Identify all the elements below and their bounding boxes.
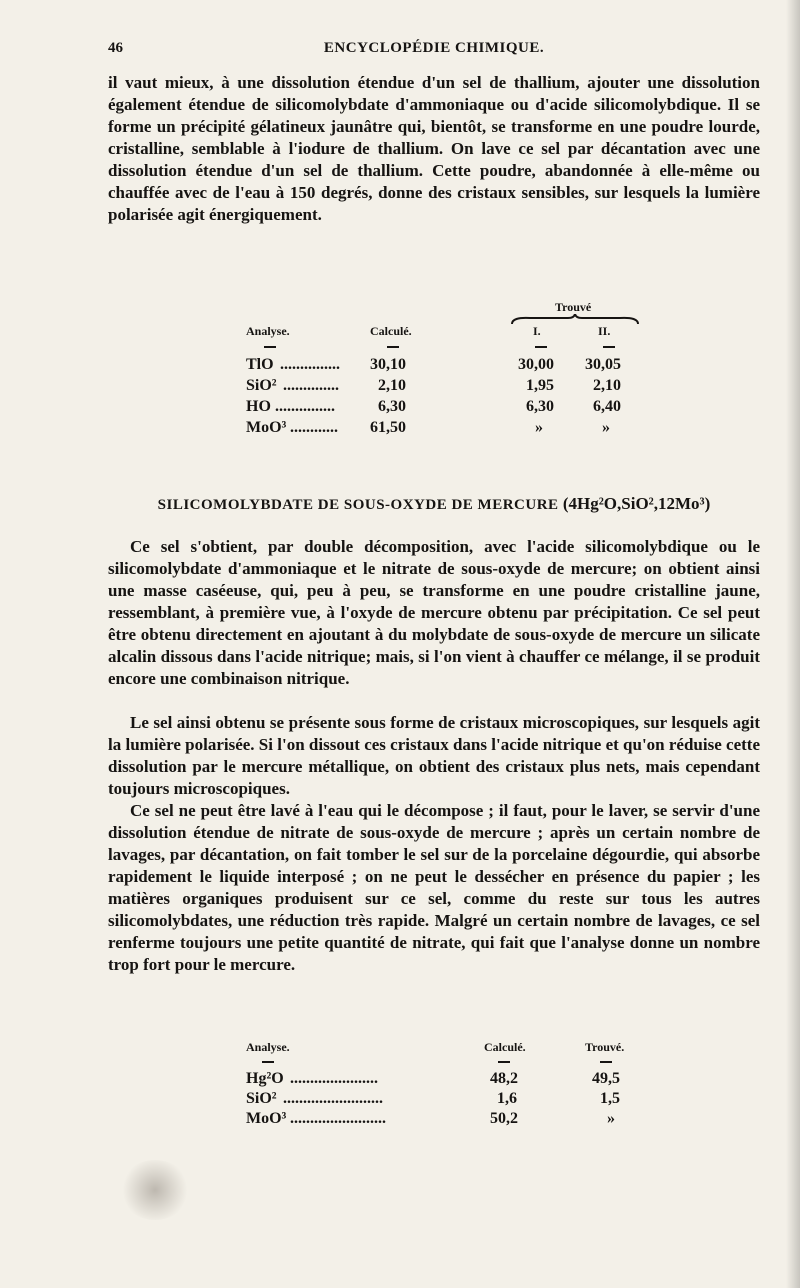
- col-header-calcule: Calculé.: [484, 1040, 526, 1054]
- col-header-analyse: Analyse.: [246, 1040, 290, 1054]
- row-calcule: 50,2: [490, 1110, 518, 1127]
- row-label: SiO²: [246, 377, 277, 394]
- section-title: [108, 494, 760, 514]
- row-calcule: 1,6: [497, 1090, 517, 1107]
- row-trouve: 1,5: [600, 1090, 620, 1107]
- row-label: HO: [246, 398, 271, 415]
- page-edge-shadow: [786, 0, 800, 1288]
- row-calcule: 48,2: [490, 1070, 518, 1087]
- row-calcule: 30,10: [370, 356, 406, 373]
- col-header-analyse: Analyse.: [246, 324, 290, 338]
- section-formula: (4Hg²O,SiO²,12Mo³): [562, 494, 711, 513]
- row-trouve-ii: 30,05: [585, 356, 621, 373]
- col-header-ii: II.: [598, 324, 611, 338]
- section-title-text: SILICOMOLYBDATE DE SOUS-OXYDE DE MERCURE: [157, 497, 559, 513]
- paragraph-3: Le sel ainsi obtenu se présente sous forme de cristaux microscopiques, sur lesquels agit la lumière polarisée. Si l'on dissout ces cristaux dans l'acide nitrique et qu'on réduise cette dissolution par le mercure métallique, on obtient des cristaux plus nets, mais cependant toujours microscopiques.: [108, 713, 760, 798]
- header-dash: [262, 1061, 274, 1063]
- header-dash: [600, 1061, 612, 1063]
- header-dash: [603, 346, 615, 348]
- row-dots: ..............: [283, 377, 339, 394]
- paragraph-2: Ce sel s'obtient, par double décomposition, avec l'acide silicomolybdique ou le silicomolybdate d'ammoniaque et le nitrate de sous-oxyde de mercure; on obtient ainsi une masse caséeuse, qui, peu à peu, se transforme en une poudre cristalline jaune, ressemblant, à première vue, à l'oxyde de mercure obtenu par précipitation. Ce sel peut être obtenu directement en ajoutant à du molybdate de sous-oxyde de mercure un silicate alcalin dissous dans l'acide nitrique; mais, si l'on vient à chauffer ce mélange, il se produit encore une combinaison nitrique.: [108, 537, 760, 688]
- paragraph-4: Ce sel ne peut être lavé à l'eau qui le décompose ; il faut, pour le laver, se servir d'une dissolution étendue de nitrate de sous-oxyde de mercure ; après un certain nombre de lavages, par décantation, on fait tomber le sel sur de la porcelaine dégourdie, qui absorbe rapidement le liquide interposé ; on ne peut le dessécher en présence du papier ; les matières organiques produisent sur ce sel, comme du reste sur tous les autres silicomolybdates, une réduction très rapide. Malgré un certain nombre de lavages, ce sel renferme toujours une petite quantité de nitrate, qui fait que l'analyse donne un nombre trop fort pour le mercure.: [108, 801, 760, 974]
- row-dots: ...............: [280, 356, 340, 373]
- col-header-trouve: Trouvé: [555, 300, 592, 314]
- row-trouve-i: »: [535, 419, 543, 436]
- row-label: MoO³: [246, 419, 287, 436]
- row-calcule: 6,30: [378, 398, 406, 415]
- row-calcule: 2,10: [378, 377, 406, 394]
- row-calcule: 61,50: [370, 419, 406, 436]
- row-trouve: »: [607, 1110, 615, 1127]
- paragraph-1: il vaut mieux, à une dissolution étendue d'un sel de thallium, ajouter une dissolution également étendue de silicomolybdate d'ammoniaque ou d'acide silicomolybdique. Il se forme un précipité gélatineux jaunâtre qui, bientôt, se transforme en une poudre lourde, cristalline, semblable à l'iodure de thallium. On lave ce sel par décantation avec une dissolution étendue d'un sel de thallium. Cette poudre, abandonnée à elle-même ou chauffée avec de l'eau à 150 degrés, donne des cristaux sensibles, sur lesquels la lumière polarisée agit énergiquement.: [108, 73, 760, 224]
- page-header: [108, 40, 760, 64]
- row-trouve-ii: 6,40: [593, 398, 621, 415]
- row-trouve-i: 30,00: [518, 356, 554, 373]
- row-trouve-i: 6,30: [526, 398, 554, 415]
- row-dots: ...............: [275, 398, 335, 415]
- row-trouve-ii: »: [602, 419, 610, 436]
- row-label: SiO²: [246, 1090, 277, 1107]
- row-label: Hg²O: [246, 1070, 284, 1087]
- row-dots: ........................: [290, 1110, 386, 1127]
- row-trouve-ii: 2,10: [593, 377, 621, 394]
- trouve-brace: [510, 314, 640, 326]
- header-dash: [498, 1061, 510, 1063]
- page-number: 46: [108, 40, 123, 56]
- row-label: MoO³: [246, 1110, 287, 1127]
- header-dash: [535, 346, 547, 348]
- row-dots: .........................: [283, 1090, 383, 1107]
- row-dots: ......................: [290, 1070, 378, 1087]
- stain-mark: [120, 1160, 190, 1220]
- col-header-calcule: Calculé.: [370, 324, 412, 338]
- col-header-i: I.: [533, 324, 541, 338]
- col-header-trouve: Trouvé.: [585, 1040, 625, 1054]
- row-trouve-i: 1,95: [526, 377, 554, 394]
- row-trouve: 49,5: [592, 1070, 620, 1087]
- header-dash: [264, 346, 276, 348]
- header-dash: [387, 346, 399, 348]
- running-title: ENCYCLOPÉDIE CHIMIQUE.: [323, 40, 545, 56]
- row-label: TlO: [246, 356, 274, 373]
- row-dots: ............: [290, 419, 338, 436]
